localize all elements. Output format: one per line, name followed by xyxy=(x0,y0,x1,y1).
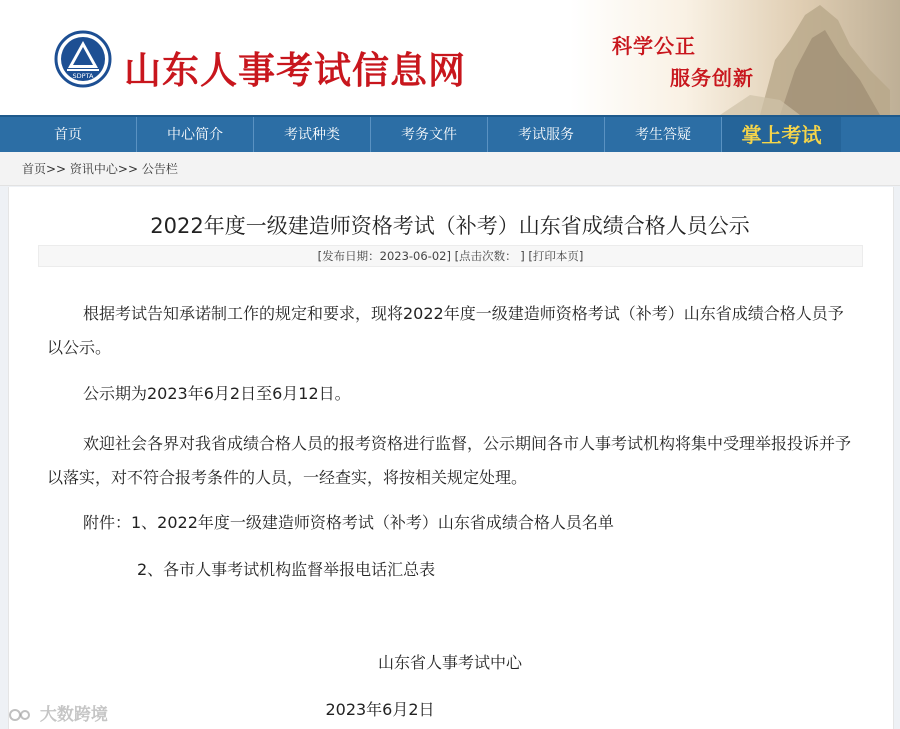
nav-item-mobile-exam[interactable]: 掌上考试 xyxy=(722,117,841,154)
attachment-link-1[interactable]: 附件：1、2022年度一级建造师资格考试（补考）山东省成绩合格人员名单 xyxy=(83,513,614,532)
main-nav xyxy=(0,115,900,154)
emblem-text: SDPTA xyxy=(72,72,94,80)
attachment-link-2[interactable]: 2、各市人事考试机构监督举报电话汇总表 xyxy=(137,560,436,579)
article-paragraph: 根据考试告知承诺制工作的规定和要求，现将2022年度一级建造师资格考试（补考）山东省成绩合格人员予以公示。 xyxy=(47,304,844,357)
nav-item-exam-types[interactable]: 考试种类 xyxy=(254,117,371,154)
slogan-line-2: 服务创新 xyxy=(670,66,754,90)
nav-item-exam-services[interactable]: 考试服务 xyxy=(488,117,605,154)
signature-date: 2023年6月2日 xyxy=(325,700,435,719)
nav-item-faq[interactable]: 考生答疑 xyxy=(605,117,722,154)
nav-item-about[interactable]: 中心简介 xyxy=(137,117,254,154)
slogan-line-1: 科学公正 xyxy=(612,34,696,58)
article-meta[interactable]: [发布日期：2023-06-02] [点击次数： ] [打印本页] xyxy=(38,245,863,267)
nav-item-home[interactable]: 首页 xyxy=(0,117,137,154)
mountain-illustration-icon xyxy=(720,0,890,115)
watermark-text: 大数跨境 xyxy=(39,705,108,725)
signature-organization: 山东省人事考试中心 xyxy=(377,653,522,672)
breadcrumb[interactable]: 首页>> 资讯中心>> 公告栏 xyxy=(0,152,900,186)
article-title: 2022年度一级建造师资格考试（补考）山东省成绩合格人员公示 xyxy=(150,214,750,238)
article-paragraph: 欢迎社会各界对我省成绩合格人员的报考资格进行监督，公示期间各市人事考试机构将集中受理举报投诉并予以落实，对不符合报考条件的人员，一经查实，将按相关规定处理。 xyxy=(47,434,852,487)
watermark xyxy=(8,700,108,725)
nav-item-exam-documents[interactable]: 考务文件 xyxy=(371,117,488,154)
site-header xyxy=(0,0,900,115)
watermark-logo-icon xyxy=(8,706,34,724)
sdpta-logo-icon[interactable] xyxy=(54,30,112,88)
article-paragraph: 公示期为2023年6月2日至6月12日。 xyxy=(83,384,351,403)
site-title[interactable]: 山东人事考试信息网 xyxy=(124,49,466,92)
